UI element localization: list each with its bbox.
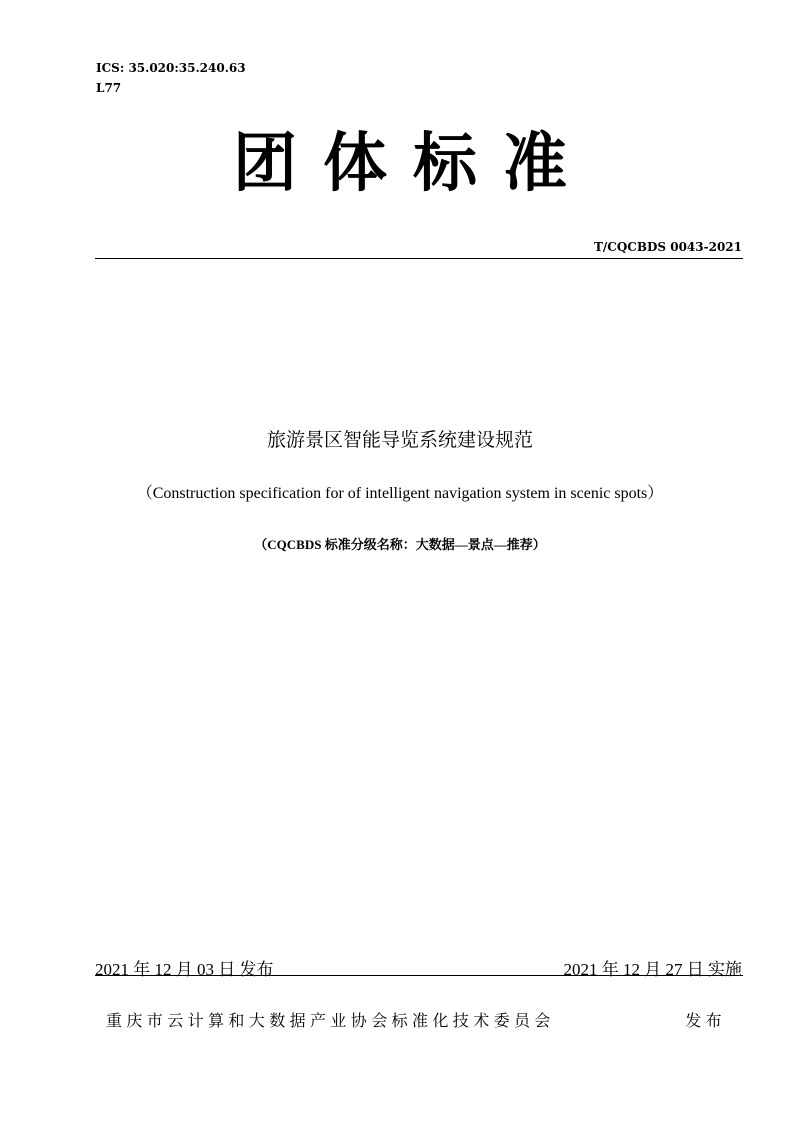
issuer-name: 重庆市云计算和大数据产业协会标准化技术委员会	[106, 1011, 555, 1030]
ccs-code: L77	[96, 81, 122, 95]
ics-code: ICS: 35.020:35.240.63	[96, 61, 246, 75]
title-english: （Construction specification for of intelligent navigation system in scenic spots）	[136, 485, 664, 502]
category-label: （CQCBDS 标准分级名称：大数据—景点—推荐）	[254, 537, 546, 552]
footer-divider	[95, 975, 743, 976]
issuer-action: 发布	[685, 1011, 726, 1030]
header-divider	[95, 258, 743, 259]
standard-number: T/CQCBDS 0043-2021	[593, 240, 742, 254]
effective-date: 2021 年 12 月 27 日 实施	[563, 960, 742, 979]
document-type-heading: 团体标准	[233, 127, 593, 201]
title-chinese: 旅游景区智能导览系统建设规范	[266, 429, 533, 451]
publish-date: 2021 年 12 月 03 日 发布	[95, 960, 274, 979]
